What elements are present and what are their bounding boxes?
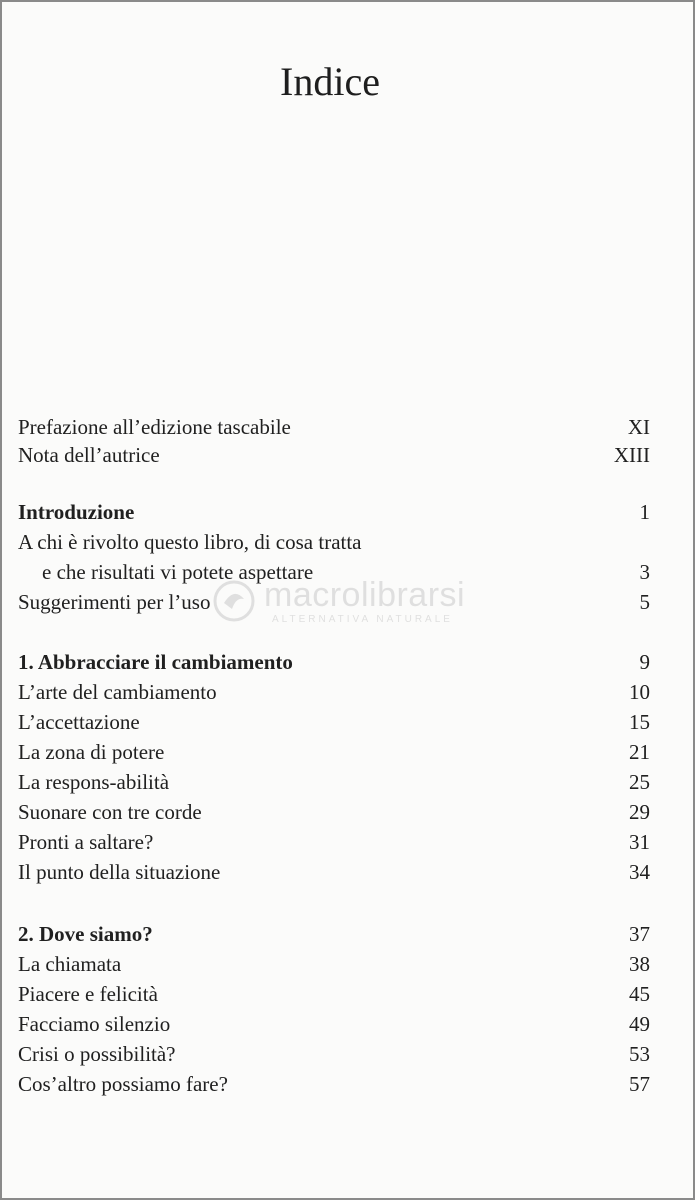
toc-entry-label: Cos’altro possiamo fare? <box>18 1072 228 1096</box>
toc-entry <box>18 1069 650 1099</box>
toc-entry-label: Prefazione all’edizione tascabile <box>18 415 291 439</box>
toc-entry <box>18 737 650 767</box>
toc-page-number: 21 <box>629 740 650 764</box>
toc-entry-label: 1. Abbracciare il cambiamento <box>18 650 293 674</box>
toc-entry-label: L’arte del cambiamento <box>18 680 217 704</box>
toc-page-number: XIII <box>613 443 650 467</box>
toc-entry <box>18 979 650 1009</box>
toc-entry <box>18 949 650 979</box>
toc-entry-label: Suggerimenti per l’uso <box>18 590 211 614</box>
toc-entry <box>18 440 650 470</box>
toc-entry-label: Introduzione <box>18 500 135 524</box>
toc-page-number: 53 <box>629 1042 650 1066</box>
toc-entry-label: Suonare con tre corde <box>18 800 202 824</box>
toc-entry-label: e che risultati vi potete aspettare <box>42 560 314 584</box>
toc-page-number: XI <box>627 415 650 439</box>
toc-page-number: 9 <box>639 650 650 674</box>
toc-entry <box>18 827 650 857</box>
toc-page-number: 37 <box>629 922 650 946</box>
toc-entry <box>18 587 650 617</box>
toc-page-number: 57 <box>629 1072 650 1096</box>
watermark-tagline: ALTERNATIVA NATURALE <box>272 614 453 625</box>
toc-entry-label: Il punto della situazione <box>18 860 221 884</box>
toc-page-number: 34 <box>629 860 650 884</box>
toc-section-heading <box>18 497 650 527</box>
toc-page-number: 10 <box>629 680 650 704</box>
page-title: Indice <box>280 59 380 104</box>
toc-entry <box>18 527 650 557</box>
toc-entry-label: L’accettazione <box>18 710 140 734</box>
toc-page-number: 15 <box>629 710 650 734</box>
watermark-brand: macrolibrarsi <box>264 576 466 614</box>
toc-page-number: 1 <box>639 500 650 524</box>
toc-entry <box>18 412 650 442</box>
toc-entry-label: Nota dell’autrice <box>18 443 160 467</box>
toc-section-heading <box>18 647 650 677</box>
toc-entry-label: Crisi o possibilità? <box>18 1042 176 1066</box>
toc-page-number: 5 <box>639 590 650 614</box>
toc-entry <box>18 557 650 587</box>
toc-entry <box>18 767 650 797</box>
toc-entry <box>18 797 650 827</box>
toc-page-number: 49 <box>629 1012 650 1036</box>
toc-entry-label: Pronti a saltare? <box>18 830 154 854</box>
toc-entry-label: Piacere e felicità <box>18 982 158 1006</box>
toc-entry-label: 2. Dove siamo? <box>18 922 153 946</box>
toc-page-number: 25 <box>629 770 650 794</box>
toc-page-number: 38 <box>629 952 650 976</box>
toc-entry <box>18 1039 650 1069</box>
toc-entry-label: Facciamo silenzio <box>18 1012 171 1036</box>
toc-entry <box>18 707 650 737</box>
toc-entry-label: La chiamata <box>18 952 122 976</box>
toc-page-number: 29 <box>629 800 650 824</box>
toc-section-heading <box>18 919 650 949</box>
toc-entry <box>18 677 650 707</box>
toc-entry-label: A chi è rivolto questo libro, di cosa tratta <box>18 530 362 554</box>
toc-page-number: 31 <box>629 830 650 854</box>
toc-entry-label: La respons-abilità <box>18 770 170 794</box>
toc-entry <box>18 1009 650 1039</box>
toc-entry <box>18 857 650 887</box>
toc-entry-label: La zona di potere <box>18 740 165 764</box>
toc-page-number: 45 <box>629 982 650 1006</box>
toc-page-number: 3 <box>639 560 650 584</box>
